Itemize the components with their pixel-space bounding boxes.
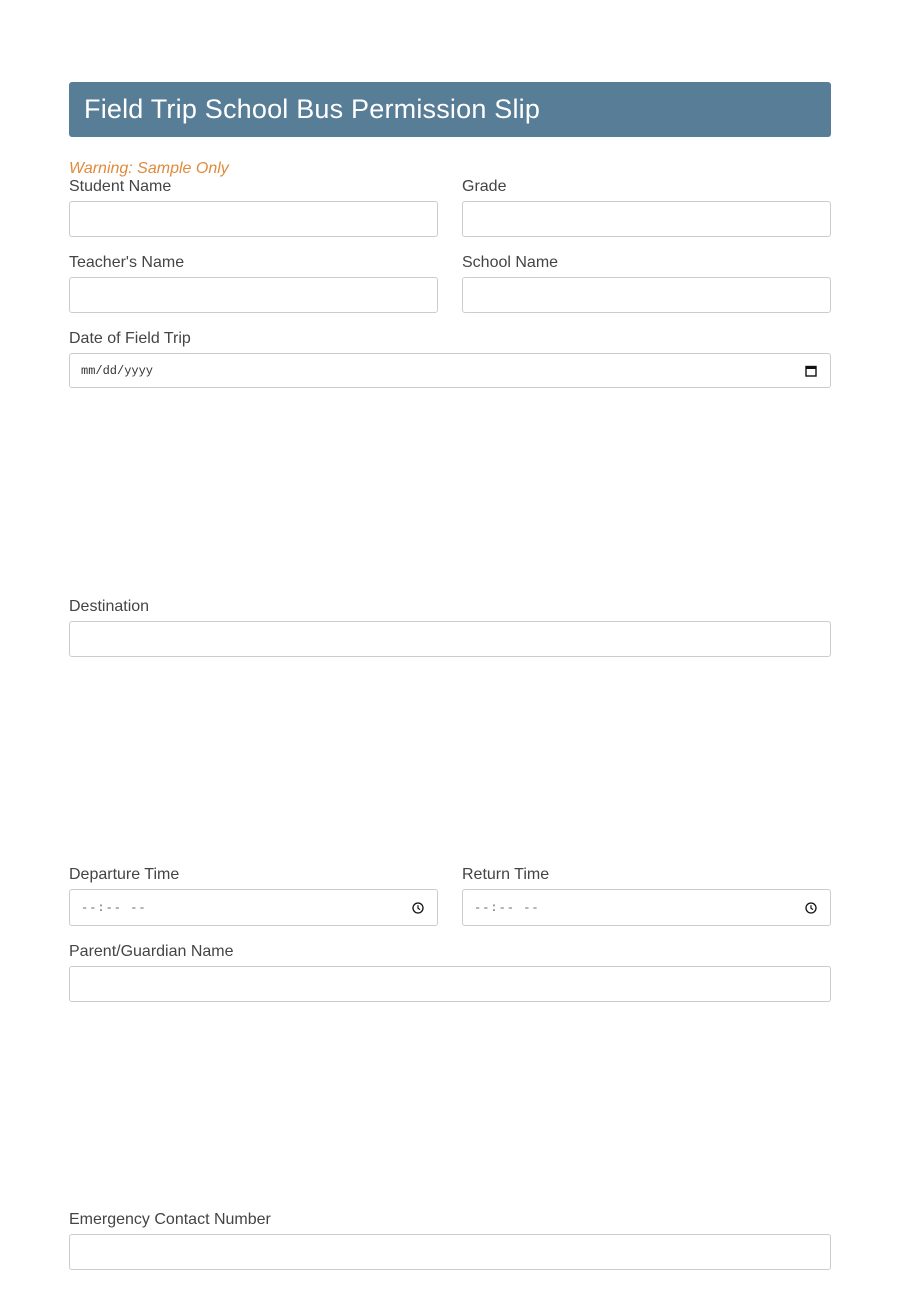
school-name-label: School Name <box>462 254 559 271</box>
return-time-input[interactable] <box>462 889 831 926</box>
grade-field[interactable] <box>462 201 831 237</box>
school-name-field[interactable] <box>462 277 831 313</box>
destination-field[interactable] <box>69 621 831 657</box>
return-time-label: Return Time <box>462 866 550 883</box>
trip-date-placeholder: mm/dd/yyyy <box>81 363 154 378</box>
departure-time-placeholder: --:-- -- <box>81 900 147 915</box>
page-title: Field Trip School Bus Permission Slip <box>84 94 541 124</box>
departure-time-input[interactable] <box>69 889 438 926</box>
student-name-label: Student Name <box>69 178 172 195</box>
teacher-name-label: Teacher's Name <box>69 254 185 271</box>
emergency-contact-input[interactable] <box>70 1235 830 1269</box>
emergency-contact-field[interactable] <box>69 1234 831 1270</box>
form-header <box>69 82 831 137</box>
clock-icon[interactable] <box>804 901 818 915</box>
school-name-input[interactable] <box>463 278 830 312</box>
guardian-name-label: Parent/Guardian Name <box>69 943 234 960</box>
teacher-name-field[interactable] <box>69 277 438 313</box>
clock-icon[interactable] <box>411 901 425 915</box>
emergency-contact-label: Emergency Contact Number <box>69 1211 271 1228</box>
destination-input[interactable] <box>70 622 830 656</box>
grade-label: Grade <box>462 178 507 195</box>
student-name-input[interactable] <box>70 202 437 236</box>
departure-time-label: Departure Time <box>69 866 180 883</box>
trip-date-input[interactable] <box>69 353 831 388</box>
return-time-placeholder: --:-- -- <box>474 900 540 915</box>
sample-warning: Warning: Sample Only <box>69 160 229 177</box>
teacher-name-input[interactable] <box>70 278 437 312</box>
grade-input[interactable] <box>463 202 830 236</box>
calendar-icon[interactable] <box>804 364 818 378</box>
destination-label: Destination <box>69 598 150 615</box>
guardian-name-field[interactable] <box>69 966 831 1002</box>
trip-date-label: Date of Field Trip <box>69 330 191 347</box>
guardian-name-input[interactable] <box>70 967 830 1001</box>
student-name-field[interactable] <box>69 201 438 237</box>
